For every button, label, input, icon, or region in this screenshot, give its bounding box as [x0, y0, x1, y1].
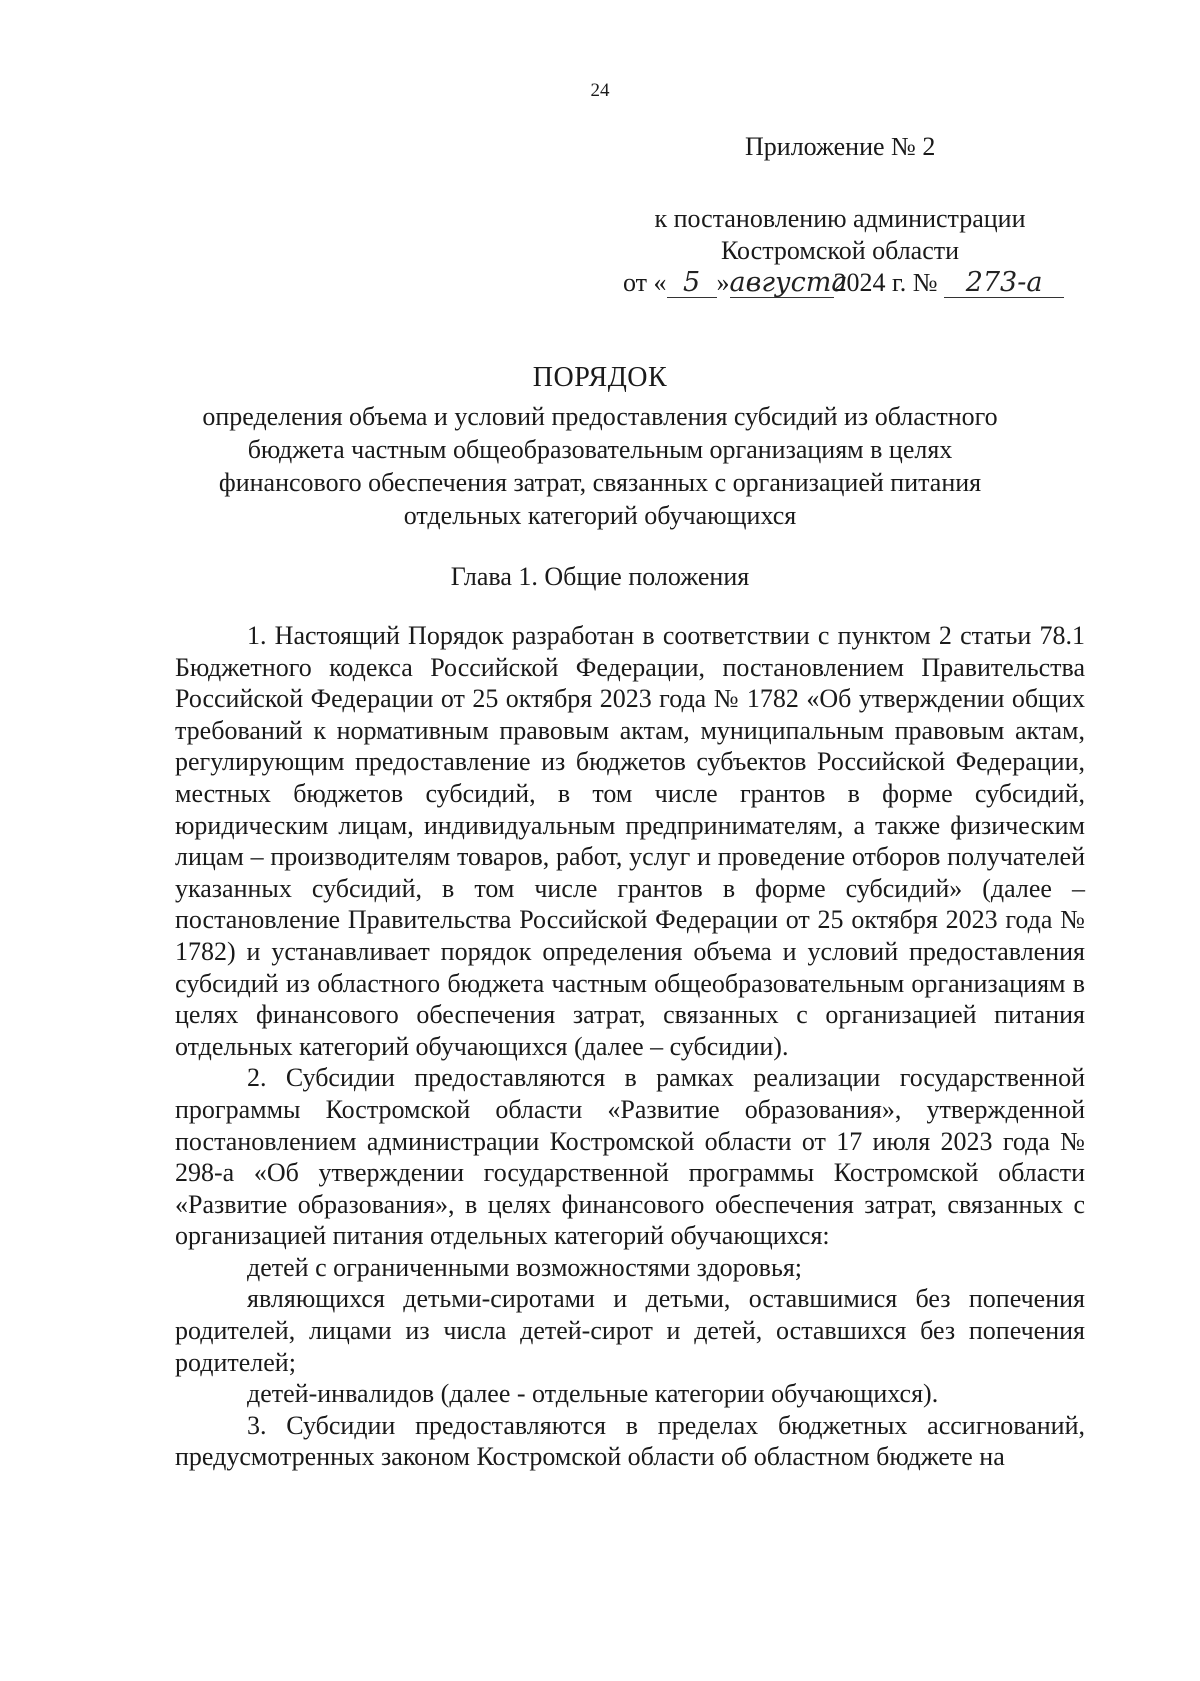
- subtitle-line: финансового обеспечения затрат, связанных с организацией питания: [218, 468, 982, 497]
- paragraph: 2. Субсидии предоставляются в рамках реализации государственной программы Костромской области «Развитие образования», утвержденной постановлением администрации Костромской области от 17 июля 2023 года № 298-а «Об утверждении государственной программы Костромской области «Развитие образования», в целях финансового обеспечения затрат, связанных с организацией питания отдельных категорий обучающихся:: [175, 1063, 1085, 1251]
- chapter-heading: Глава 1. Общие положения: [450, 562, 750, 591]
- annex-title: Приложение № 2: [745, 132, 936, 161]
- subtitle-line: определения объема и условий предоставления субсидий из областного: [202, 402, 998, 431]
- document-title: ПОРЯДОК: [532, 362, 668, 393]
- paragraph: 3. Субсидии предоставляются в пределах бюджетных ассигнований, предусмотренных законом Костромской области об областном бюджете на: [175, 1410, 1085, 1472]
- date-prefix: от «: [623, 268, 667, 297]
- annex-reference: [620, 203, 1060, 299]
- body-text: [175, 620, 1085, 1473]
- handwritten-month: августа: [729, 267, 848, 298]
- paragraph: детей-инвалидов (далее - отдельные категории обучающихся).: [247, 1379, 939, 1409]
- subtitle-line: бюджета частным общеобразовательным организациям в целях: [247, 435, 953, 464]
- document-subtitle: [150, 400, 1050, 532]
- subtitle-line: отдельных категорий обучающихся: [403, 501, 797, 530]
- handwritten-day: 5: [667, 269, 717, 298]
- handwritten-doc-number: 273-а: [944, 269, 1064, 298]
- paragraph: являющихся детьми-сиротами и детьми, оставшимися без попечения родителей, лицами из числа детей-сирот и детей, оставшихся без попечения родителей;: [175, 1284, 1085, 1377]
- ref-line-2: Костромской области: [720, 236, 960, 265]
- ref-date-line: [620, 267, 1060, 299]
- year-text: 2024 г. №: [833, 268, 938, 297]
- ref-line-1: к постановлению администрации: [654, 204, 1026, 233]
- paragraph: 1. Настоящий Порядок разработан в соответствии с пунктом 2 статьи 78.1 Бюджетного кодекса Российской Федерации, постановлением Правительства Российской Федерации от 25 октября 2023 года № 1782 «Об утверждении общих требований к нормативным правовым актам, муниципальным правовым актам, регулирующим предоставление из бюджетов субъектов Российской Федерации, местных бюджетов субсидий, в том числе грантов в форме субсидий, юридическим лицам, индивидуальным предпринимателям, а также физическим лицам – производителям товаров, работ, услуг и проведение отборов получателей указанных субсидий, в том числе грантов в форме субсидий» (далее – постановление Правительства Российской Федерации от 25 октября 2023 года № 1782) и устанавливает порядок определения объема и условий предоставления субсидий из областного бюджета частным общеобразовательным организациям в целях финансового обеспечения затрат, связанных с организацией питания отдельных категорий обучающихся (далее – субсидии).: [175, 621, 1085, 1061]
- paragraph: детей с ограниченными возможностями здоровья;: [247, 1252, 803, 1282]
- date-mid: »: [716, 268, 730, 297]
- page-number: 24: [590, 80, 610, 101]
